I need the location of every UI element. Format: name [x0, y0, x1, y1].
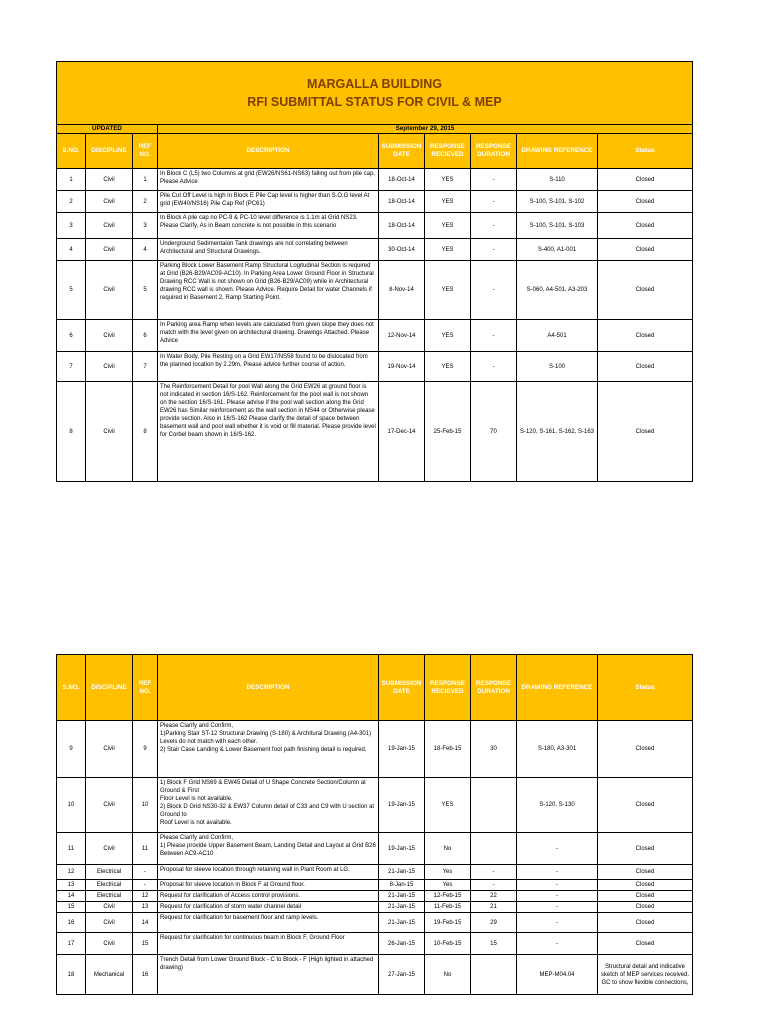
cell-description: Pile Cut Off Level is high in Block E Pile Cap level is higher than S.O.G level At grid (EW40/NS16) Pile Cap Ref (PC61): [158, 191, 379, 213]
col-header-drawing-reference: DRAWING REFERENCE: [517, 134, 598, 169]
cell-discipline: Civil: [86, 320, 133, 352]
updated-label: UPDATED: [57, 125, 158, 134]
table-row: [57, 213, 693, 239]
table-row: [57, 865, 693, 880]
cell-ref-no: 6: [133, 320, 158, 352]
cell-response-duration: 21: [471, 902, 517, 913]
table-row: [57, 191, 693, 213]
cell-description: The Reinforcement Detail for pool Wall along the Grid EW26 at ground floor is not indicated in section 16/S-162. Reinforcement for the pool wall is not shown on the section 16/S-161. Please advise if the pool wall section along the Grid EW26 has Similar reinforcement as the wall section in NS44 or Otherwise please provide section. Also in 16/S-162 Please clarify the detail of space between basement wall and pool wall whether it is void or fill material. Please provide level for Corbel beam shown in 16/S-162.: [158, 382, 379, 482]
cell-sno: 12: [57, 865, 86, 880]
cell-submission-date: 18-Oct-14: [379, 191, 425, 213]
cell-description: 1) Block F Grid NS69 & EW45 Detail of U Shape Concrete Section/Column at Ground & First Floor Level is not available. 2) Block D Grid NS30-32 & EW37 Column detail of C33 and C9 with U section at Ground to Roof Level is not available.: [158, 778, 379, 833]
cell-description: In Water Body, Pile Resting on a Grid EW17/NS58 found to be dislocated from the planned location by 2.29m, Please advice further course of action.: [158, 352, 379, 382]
cell-drawing-reference: S-180, A3-301: [517, 721, 598, 778]
cell-discipline: Civil: [86, 902, 133, 913]
cell-sno: 6: [57, 320, 86, 352]
cell-discipline: Civil: [86, 261, 133, 320]
col-header-response-duration: RESPONSE DURATION: [471, 655, 517, 721]
cell-discipline: Civil: [86, 913, 133, 933]
cell-drawing-reference: -: [517, 833, 598, 865]
cell-submission-date: 21-Jan-15: [379, 902, 425, 913]
col-header-submission-date: SUBMISSION DATE: [379, 655, 425, 721]
cell-sno: 13: [57, 880, 86, 891]
cell-status: Closed: [598, 213, 693, 239]
rfi-table-page1: [56, 61, 693, 482]
table-row: [57, 913, 693, 933]
cell-ref-no: 14: [133, 913, 158, 933]
cell-discipline: Civil: [86, 778, 133, 833]
cell-drawing-reference: S-100, S-101, S-102: [517, 191, 598, 213]
col-header-sno: S.NO.: [57, 134, 86, 169]
cell-description: Please Clarify and Confirm, 1) Please provide Upper Basement Beam, Landing Detail and Layout at Grid B26 Between AC9-AC10: [158, 833, 379, 865]
cell-drawing-reference: -: [517, 902, 598, 913]
cell-description: Proposal for sleeve location through retaining wall in Plant Room at LG.: [158, 865, 379, 880]
cell-description: Request for clarification of storm water channel detail: [158, 902, 379, 913]
table-row: [57, 880, 693, 891]
cell-sno: 2: [57, 191, 86, 213]
cell-status: Closed: [598, 352, 693, 382]
cell-status: Closed: [598, 382, 693, 482]
cell-ref-no: 15: [133, 933, 158, 955]
cell-submission-date: 12-Nov-14: [379, 320, 425, 352]
cell-status: Closed: [598, 261, 693, 320]
cell-response-duration: -: [471, 880, 517, 891]
cell-drawing-reference: -: [517, 865, 598, 880]
table-row: [57, 778, 693, 833]
cell-status: Closed: [598, 239, 693, 261]
col-header-submission-date: SUBMISSION DATE: [379, 134, 425, 169]
cell-sno: 7: [57, 352, 86, 382]
cell-ref-no: 16: [133, 955, 158, 995]
cell-response-received: YES: [425, 352, 471, 382]
cell-submission-date: 18-Oct-14: [379, 213, 425, 239]
cell-response-duration: 70: [471, 382, 517, 482]
cell-description: Trench Detail from Lower Ground Block - C to Block - F (High lighted in attached drawing): [158, 955, 379, 995]
table1-body: [57, 169, 693, 482]
cell-response-duration: -: [471, 239, 517, 261]
cell-ref-no: 1: [133, 169, 158, 191]
cell-discipline: Civil: [86, 169, 133, 191]
cell-submission-date: 18-Oct-14: [379, 169, 425, 191]
cell-response-duration: -: [471, 352, 517, 382]
cell-response-duration: 22: [471, 891, 517, 902]
cell-discipline: Civil: [86, 239, 133, 261]
table-row: [57, 169, 693, 191]
cell-ref-no: 13: [133, 902, 158, 913]
cell-sno: 10: [57, 778, 86, 833]
cell-status: Closed: [598, 721, 693, 778]
cell-response-received: Yes: [425, 865, 471, 880]
cell-submission-date: 19-Jan-15: [379, 778, 425, 833]
cell-response-received: YES: [425, 261, 471, 320]
cell-response-duration: 29: [471, 913, 517, 933]
cell-description: Please Clarify and Confirm, 1)Parking Stair ST-12 Structural Drawing (S-180) & Architural Drawing (A4-301) Levels do not match with each other. 2) Stair Case Landing & Lower Basement foot path finishing detail is required.: [158, 721, 379, 778]
cell-submission-date: 26-Jan-15: [379, 933, 425, 955]
cell-status: Closed: [598, 891, 693, 902]
col-header-description: DESCRIPTION: [158, 134, 379, 169]
cell-sno: 14: [57, 891, 86, 902]
cell-ref-no: 10: [133, 778, 158, 833]
cell-sno: 11: [57, 833, 86, 865]
cell-response-received: Yes: [425, 880, 471, 891]
cell-submission-date: 19-Jan-15: [379, 721, 425, 778]
cell-drawing-reference: S-400, A1-001: [517, 239, 598, 261]
document-subtitle: RFI SUBMITTAL STATUS FOR CIVIL & MEP: [247, 95, 502, 109]
cell-status: Closed: [598, 880, 693, 891]
col-header-status: Status: [598, 655, 693, 721]
cell-description: Request for clarification for basement floor and ramp levels.: [158, 913, 379, 933]
cell-description: In Block C (L5) two Columns at grid (EW26/NS61-NS63) falling out from pile cap. Please Advice: [158, 169, 379, 191]
cell-submission-date: 27-Jan-15: [379, 955, 425, 995]
cell-response-duration: -: [471, 213, 517, 239]
updated-date: September 29, 2015: [158, 125, 693, 134]
cell-discipline: Civil: [86, 352, 133, 382]
col-header-response-duration: RESPONSE DURATION: [471, 134, 517, 169]
cell-sno: 5: [57, 261, 86, 320]
cell-response-received: YES: [425, 169, 471, 191]
cell-status: Closed: [598, 833, 693, 865]
cell-response-duration: [471, 955, 517, 995]
cell-sno: 18: [57, 955, 86, 995]
table-row: [57, 382, 693, 482]
cell-response-duration: -: [471, 865, 517, 880]
cell-response-duration: -: [471, 169, 517, 191]
cell-drawing-reference: S-060, A4-501, A3-203: [517, 261, 598, 320]
col-header-discipline: DISCIPLINE: [86, 655, 133, 721]
cell-response-duration: -: [471, 320, 517, 352]
document-title: MARGALLA BUILDING: [307, 77, 442, 91]
cell-submission-date: 30-Oct-14: [379, 239, 425, 261]
cell-description: Proposal for sleeve location in Block F at Ground floor.: [158, 880, 379, 891]
cell-response-received: YES: [425, 239, 471, 261]
cell-submission-date: 17-Dec-14: [379, 382, 425, 482]
cell-discipline: Civil: [86, 191, 133, 213]
cell-status: Closed: [598, 913, 693, 933]
cell-sno: 3: [57, 213, 86, 239]
cell-submission-date: 19-Nov-14: [379, 352, 425, 382]
cell-drawing-reference: S-120, S-161, S-162, S-163: [517, 382, 598, 482]
cell-drawing-reference: -: [517, 880, 598, 891]
cell-sno: 4: [57, 239, 86, 261]
col-header-ref-no: REF NO.: [133, 134, 158, 169]
cell-sno: 8: [57, 382, 86, 482]
cell-ref-no: 2: [133, 191, 158, 213]
table-row: [57, 955, 693, 995]
cell-ref-no: -: [133, 865, 158, 880]
cell-response-duration: [471, 833, 517, 865]
cell-response-received: No: [425, 833, 471, 865]
cell-ref-no: 4: [133, 239, 158, 261]
cell-submission-date: 8-Jan-15: [379, 880, 425, 891]
col-header-ref-no: REF NO.: [133, 655, 158, 721]
table-row: [57, 320, 693, 352]
cell-submission-date: 19-Jan-15: [379, 833, 425, 865]
cell-response-received: 12-Feb-15: [425, 891, 471, 902]
cell-response-received: YES: [425, 778, 471, 833]
cell-drawing-reference: S-120, S-130: [517, 778, 598, 833]
table-row: [57, 891, 693, 902]
cell-ref-no: 8: [133, 382, 158, 482]
cell-discipline: Civil: [86, 833, 133, 865]
cell-drawing-reference: S-100: [517, 352, 598, 382]
col-header-response-received: RESPONSE RECIEVED: [425, 655, 471, 721]
cell-discipline: Civil: [86, 213, 133, 239]
cell-response-received: YES: [425, 320, 471, 352]
cell-discipline: Mechanical: [86, 955, 133, 995]
cell-description: Underground Sedimentaion Tank drawings are not correlating between Architectural and Structural Drawings.: [158, 239, 379, 261]
table2-body: [57, 721, 693, 995]
col-header-response-received: RESPONSE RECIEVED: [425, 134, 471, 169]
cell-description: Request for clarification for continuous beam in Block F, Ground Floor: [158, 933, 379, 955]
col-header-drawing-reference: DRAWING REFERENCE: [517, 655, 598, 721]
cell-discipline: Electrical: [86, 880, 133, 891]
cell-status: Closed: [598, 320, 693, 352]
cell-submission-date: 21-Jan-15: [379, 913, 425, 933]
cell-response-received: No: [425, 955, 471, 995]
cell-submission-date: 21-Jan-15: [379, 891, 425, 902]
cell-status: Closed: [598, 865, 693, 880]
cell-response-duration: -: [471, 261, 517, 320]
cell-drawing-reference: -: [517, 933, 598, 955]
cell-description: In Block A pile cap no PC-9 & PC-10 level difference is 1.1m at Grid NS23. Please Clarify, As in Beam concrete is not possible in this scenario: [158, 213, 379, 239]
cell-response-received: YES: [425, 213, 471, 239]
cell-ref-no: 12: [133, 891, 158, 902]
cell-response-received: 10-Feb-15: [425, 933, 471, 955]
cell-description: In Parking area Ramp when levels are calculated from given slope they does not match with the level given on architectural drawing. Drawings Attached. Please Advice: [158, 320, 379, 352]
cell-discipline: Civil: [86, 933, 133, 955]
cell-drawing-reference: -: [517, 891, 598, 902]
cell-drawing-reference: S-100, S-101, S-103: [517, 213, 598, 239]
cell-status: Closed: [598, 169, 693, 191]
cell-response-received: 25-Feb-15: [425, 382, 471, 482]
cell-sno: 15: [57, 902, 86, 913]
cell-discipline: Electrical: [86, 865, 133, 880]
cell-ref-no: 3: [133, 213, 158, 239]
cell-drawing-reference: S-110: [517, 169, 598, 191]
cell-drawing-reference: A4-501: [517, 320, 598, 352]
cell-sno: 17: [57, 933, 86, 955]
col-header-status: Status: [598, 134, 693, 169]
cell-discipline: Civil: [86, 382, 133, 482]
cell-submission-date: 21-Jan-15: [379, 865, 425, 880]
cell-sno: 16: [57, 913, 86, 933]
cell-ref-no: 7: [133, 352, 158, 382]
table-row: [57, 239, 693, 261]
cell-sno: 9: [57, 721, 86, 778]
cell-response-duration: 30: [471, 721, 517, 778]
cell-response-duration: -: [471, 191, 517, 213]
col-header-sno: S.NO.: [57, 655, 86, 721]
cell-discipline: Civil: [86, 721, 133, 778]
cell-description: Parking Block Lower Basement Ramp Structural Logitudinal Section is required at Grid (B26-B29/AC09-AC10). In Parking Area Lower Ground Floor in Structural Drawing RCC Wall is not shown on Grid (B26-B29/AC09) while in Architectural drawing RCC wall is shown. Please Advice. Require Detail for water Channels if required in Basement 2, Ramp Starting Point.: [158, 261, 379, 320]
table-row: [57, 352, 693, 382]
cell-drawing-reference: MEP-M04.04: [517, 955, 598, 995]
title-block: [57, 62, 693, 125]
cell-ref-no: 9: [133, 721, 158, 778]
cell-response-received: 11-Feb-15: [425, 902, 471, 913]
cell-response-duration: 15: [471, 933, 517, 955]
cell-submission-date: 8-Nov-14: [379, 261, 425, 320]
table-row: [57, 933, 693, 955]
cell-response-received: 18-Feb-15: [425, 721, 471, 778]
cell-discipline: Electrical: [86, 891, 133, 902]
table-row: [57, 833, 693, 865]
cell-response-received: 19-Feb-15: [425, 913, 471, 933]
cell-description: Request for clarification of Access control provisions.: [158, 891, 379, 902]
cell-ref-no: -: [133, 880, 158, 891]
cell-status: Structural detail and indicative sketch of MEP services received. GC to show flexible connections,: [598, 955, 693, 995]
cell-response-received: YES: [425, 191, 471, 213]
table-row: [57, 902, 693, 913]
col-header-discipline: DISCIPLINE: [86, 134, 133, 169]
cell-drawing-reference: -: [517, 913, 598, 933]
cell-status: Closed: [598, 191, 693, 213]
cell-ref-no: 5: [133, 261, 158, 320]
cell-status: Closed: [598, 933, 693, 955]
cell-response-duration: [471, 778, 517, 833]
table-row: [57, 261, 693, 320]
cell-ref-no: 11: [133, 833, 158, 865]
col-header-description: DESCRIPTION: [158, 655, 379, 721]
cell-status: Closed: [598, 778, 693, 833]
table-row: [57, 721, 693, 778]
cell-sno: 1: [57, 169, 86, 191]
cell-status: Closed: [598, 902, 693, 913]
rfi-table-page2: [56, 654, 693, 995]
